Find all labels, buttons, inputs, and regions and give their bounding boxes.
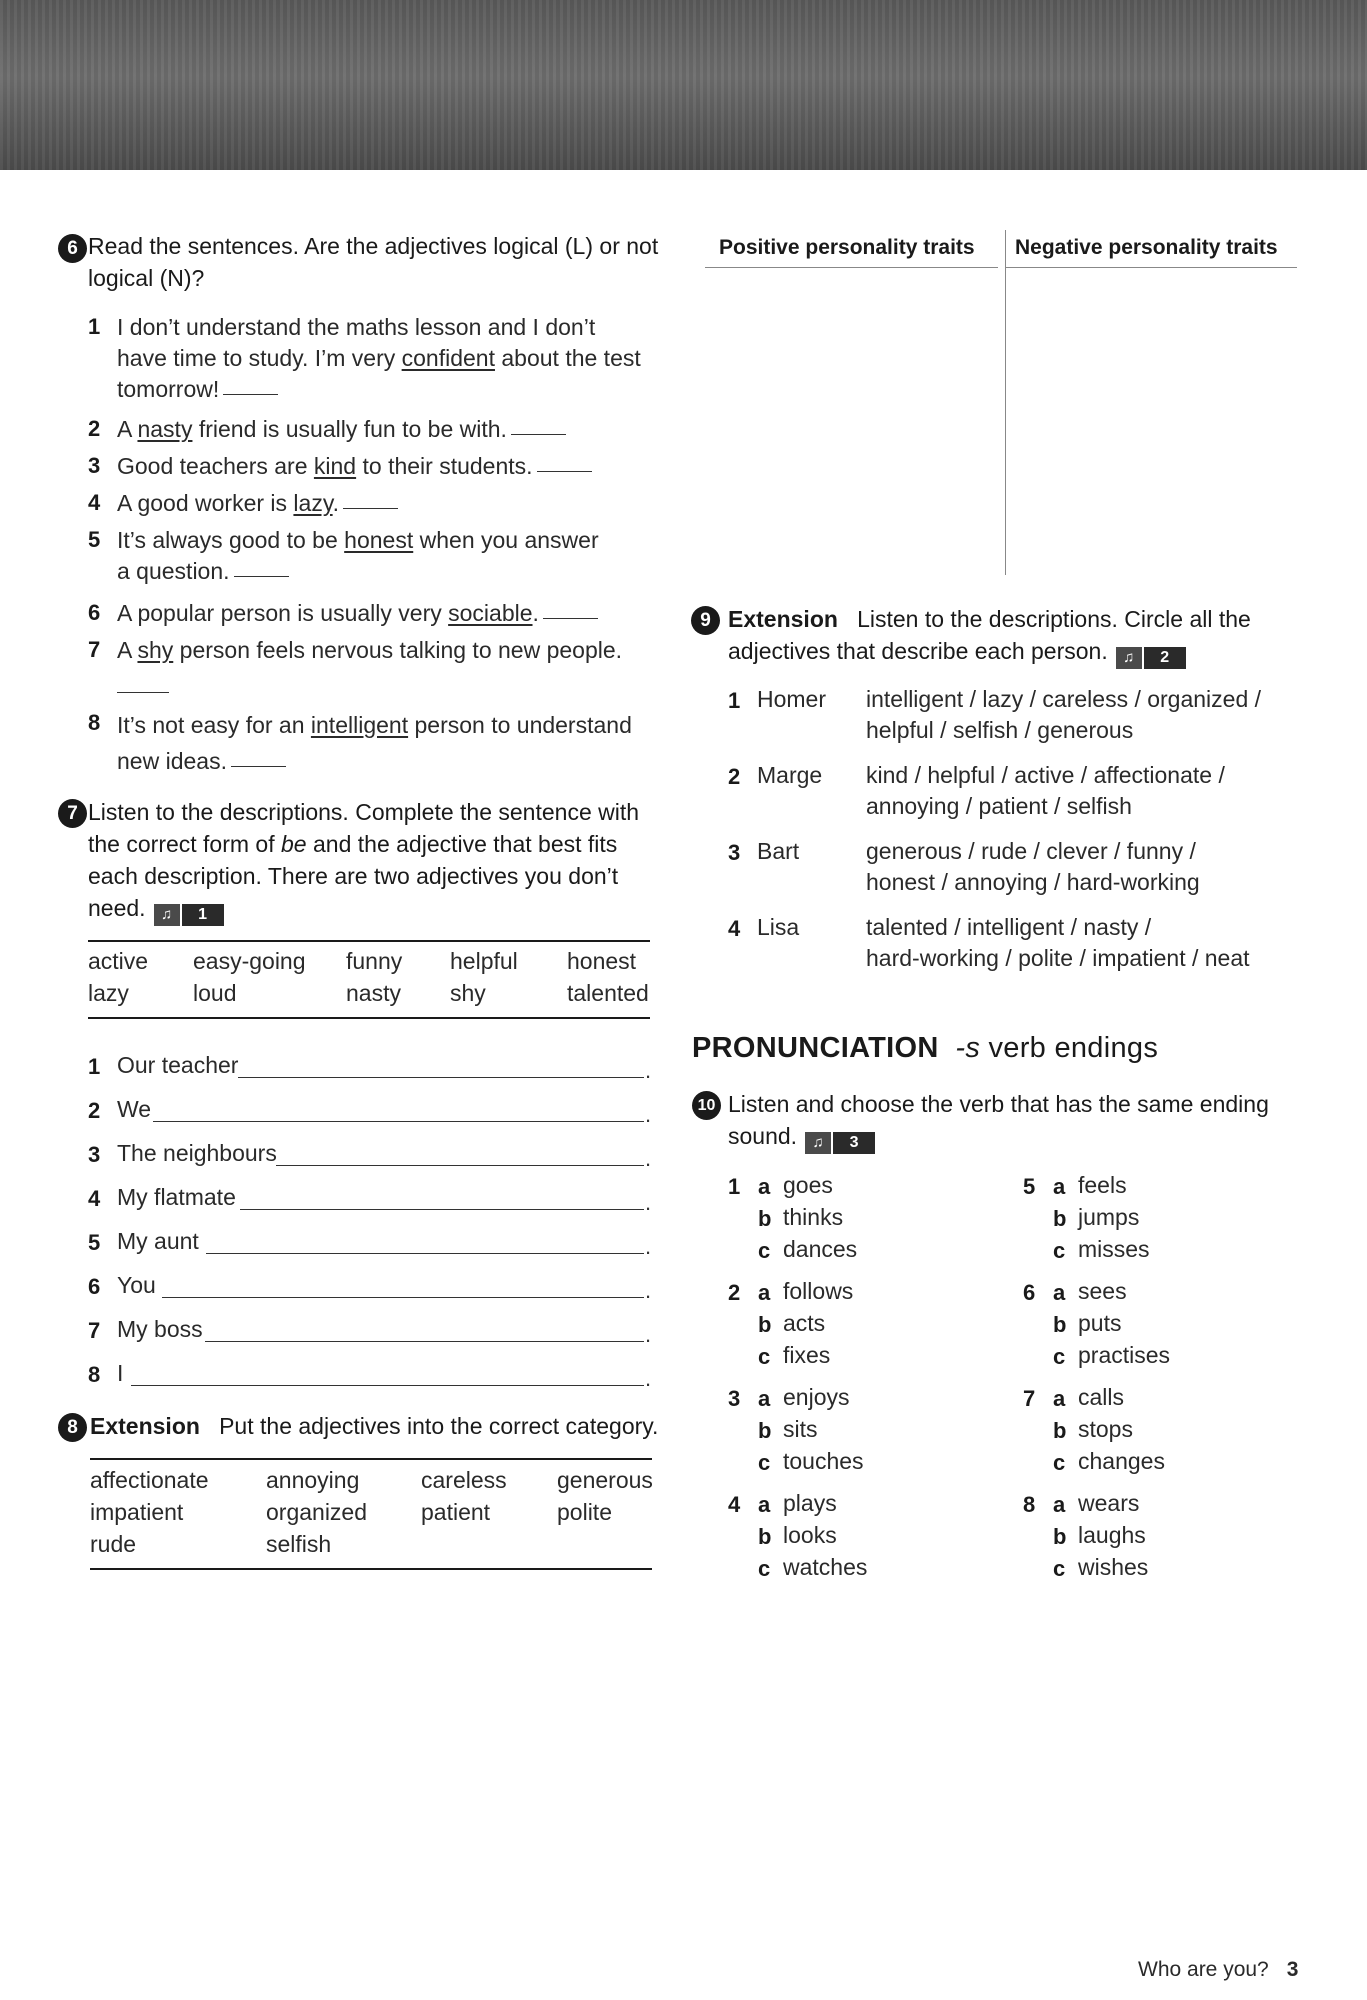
table-header-rule-right — [1005, 267, 1297, 268]
ex9-person-4-name: Lisa — [757, 914, 800, 940]
verb-option[interactable]: touches — [783, 1448, 864, 1474]
option-letter-a: a — [758, 1280, 771, 1305]
option-letter-b: b — [758, 1524, 772, 1549]
word-box-word: shy — [450, 980, 486, 1006]
word-box-word: nasty — [346, 980, 401, 1006]
exercise-6-number: 6 — [58, 234, 87, 263]
word-box-word: generous — [557, 1467, 653, 1493]
ex10-group-3-number: 3 — [728, 1386, 741, 1411]
answer-blank[interactable] — [117, 692, 169, 693]
full-stop: . — [645, 1058, 652, 1083]
option-letter-b: b — [758, 1206, 772, 1231]
ex9-person-2-name: Marge — [757, 762, 823, 788]
verb-option[interactable]: practises — [1078, 1342, 1171, 1368]
option-letter-a: a — [758, 1174, 771, 1199]
page-number: 3 — [1286, 1958, 1299, 1981]
ex6-item-3-number: 3 — [88, 453, 101, 478]
word-box-word: affectionate — [90, 1467, 209, 1493]
word-box-bottom-rule — [88, 1017, 650, 1019]
exercise-7-number: 7 — [58, 799, 87, 828]
word-box-word: careless — [421, 1467, 507, 1493]
option-letter-c: c — [758, 1344, 771, 1369]
verb-option[interactable]: puts — [1078, 1310, 1122, 1336]
answer-blank[interactable] — [223, 394, 278, 395]
word-box-word: active — [88, 948, 149, 974]
ex9-person-1-name: Homer — [757, 686, 827, 712]
ex6-item-3: Good teachers are kind to their students. — [117, 451, 647, 482]
adjective: honest — [344, 527, 414, 553]
ex7-item-3-number: 3 — [88, 1142, 101, 1167]
ex7-item-8-subject: I — [117, 1360, 124, 1386]
verb-option[interactable]: plays — [783, 1490, 837, 1516]
word-box-word: loud — [193, 980, 237, 1006]
pronunciation-heading: PRONUNCIATION -s verb endings — [692, 1032, 1159, 1064]
option-letter-a: a — [1053, 1386, 1066, 1411]
word-box-word: organized — [266, 1499, 368, 1525]
verb-option[interactable]: dances — [783, 1236, 858, 1262]
ex9-person-1-number: 1 — [728, 688, 741, 713]
option-letter-c: c — [1053, 1556, 1066, 1581]
ex6-item-5-number: 5 — [88, 527, 101, 552]
verb-option[interactable]: misses — [1078, 1236, 1150, 1262]
option-letter-a: a — [1053, 1280, 1066, 1305]
header-band — [0, 0, 1367, 170]
extension-label: Extension — [728, 606, 838, 632]
option-letter-a: a — [758, 1492, 771, 1517]
ex7-item-6-subject: You — [117, 1272, 156, 1298]
ex6-item-2-number: 2 — [88, 416, 101, 441]
ex7-item-2-number: 2 — [88, 1098, 101, 1123]
ex7-item-6-number: 6 — [88, 1274, 101, 1299]
exercise-8-instruction: Extension Put the adjectives into the correct category. — [90, 1413, 659, 1439]
table-header-rule-left — [705, 267, 998, 268]
option-letter-c: c — [1053, 1344, 1066, 1369]
option-letter-b: b — [1053, 1524, 1067, 1549]
verb-option[interactable]: enjoys — [783, 1384, 850, 1410]
extension-label: Extension — [90, 1413, 200, 1439]
option-letter-a: a — [1053, 1492, 1066, 1517]
ex7-item-5-number: 5 — [88, 1230, 101, 1255]
adjective: confident — [401, 345, 495, 371]
ex10-group-4-number: 4 — [728, 1492, 741, 1517]
ex6-item-8-number: 8 — [88, 710, 101, 735]
ex7-item-7-number: 7 — [88, 1318, 101, 1343]
ex6-item-1: I don’t understand the maths lesson and I don’t have time to study. I’m very confident about the test tomorrow! — [117, 314, 641, 402]
option-letter-b: b — [758, 1312, 772, 1337]
ex10-group-5-number: 5 — [1023, 1174, 1036, 1199]
word-box-word: honest — [567, 948, 637, 974]
headphones-icon: ♫ — [154, 904, 180, 926]
option-letter-c: c — [1053, 1238, 1066, 1263]
word-box-word: annoying — [266, 1467, 360, 1493]
verb-option[interactable]: jumps — [1078, 1204, 1140, 1230]
word-box-word: easy-going — [193, 948, 306, 974]
adjective-options-line[interactable]: intelligent / lazy / careless / organized / — [866, 686, 1262, 712]
verb-option[interactable]: fixes — [783, 1342, 831, 1368]
ex7-item-1-number: 1 — [88, 1054, 101, 1079]
ex9-person-4-number: 4 — [728, 916, 741, 941]
adjective-options-line[interactable]: annoying / patient / selfish — [866, 793, 1132, 819]
ex9-person-3-name: Bart — [757, 838, 800, 864]
verb-option[interactable]: sits — [783, 1416, 818, 1442]
answer-blank[interactable] — [511, 434, 566, 435]
answer-line[interactable] — [276, 1165, 644, 1166]
word-box-word: selfish — [266, 1531, 332, 1557]
ex6-item-7: A shy person feels nervous talking to new people. — [117, 637, 623, 663]
option-letter-c: c — [758, 1238, 771, 1263]
verb-option[interactable]: sees — [1078, 1278, 1127, 1304]
verb-option[interactable]: goes — [783, 1172, 833, 1198]
option-letter-b: b — [1053, 1312, 1067, 1337]
ex7-item-4-subject: My flatmate — [117, 1184, 236, 1210]
option-letter-b: b — [1053, 1206, 1067, 1231]
full-stop: . — [645, 1190, 652, 1215]
adjective-options-line[interactable]: talented / intelligent / nasty / — [866, 914, 1152, 940]
negative-traits-header: Negative personality traits — [1015, 236, 1278, 259]
adjective-options-line[interactable]: honest / annoying / hard-working — [866, 869, 1200, 895]
ex6-item-2: A nasty friend is usually fun to be with. — [117, 414, 647, 445]
verb-option[interactable]: wears — [1078, 1490, 1140, 1516]
option-letter-b: b — [1053, 1418, 1067, 1443]
exercise-8-number: 8 — [58, 1413, 87, 1442]
audio-track[interactable]: ♫ 3 — [805, 1123, 875, 1155]
answer-line[interactable] — [238, 1077, 644, 1078]
ex7-item-5-subject: My aunt — [117, 1228, 199, 1254]
headphones-icon: ♫ — [1116, 647, 1142, 669]
verb-option[interactable]: changes — [1078, 1448, 1165, 1474]
answer-blank[interactable] — [231, 766, 286, 767]
verb-option[interactable]: thinks — [783, 1204, 844, 1230]
ex7-item-7-subject: My boss — [117, 1316, 203, 1342]
answer-line[interactable] — [205, 1341, 644, 1342]
verb-option[interactable]: stops — [1078, 1416, 1133, 1442]
ex6-item-6: A popular person is usually very sociable. — [117, 598, 647, 629]
verb-option[interactable]: acts — [783, 1310, 826, 1336]
positive-traits-header: Positive personality traits — [719, 236, 975, 259]
answer-blank[interactable] — [343, 508, 398, 509]
verb-option[interactable]: laughs — [1078, 1522, 1146, 1548]
ex6-item-8: It’s not easy for an intelligent person to understand new ideas. — [117, 712, 632, 774]
verb-option[interactable]: wishes — [1078, 1554, 1149, 1580]
exercise-9-instruction: Extension Listen to the descriptions. Circle all the adjectives that describe each person. ♫ 2 — [728, 603, 1288, 670]
adjective: lazy — [293, 490, 333, 516]
adjective: sociable — [448, 600, 533, 626]
word-box-word: rude — [90, 1531, 137, 1557]
answer-blank[interactable] — [543, 618, 598, 619]
ex7-item-4-number: 4 — [88, 1186, 101, 1211]
verb-option[interactable]: feels — [1078, 1172, 1127, 1198]
word-box-word: impatient — [90, 1499, 184, 1525]
exercise-10-instruction: Listen and choose the verb that has the same ending sound. ♫ 3 — [728, 1088, 1288, 1155]
verb-option[interactable]: follows — [783, 1278, 854, 1304]
ex6-item-6-number: 6 — [88, 600, 101, 625]
ex6-item-5: It’s always good to be honest when you answer a question. — [117, 527, 599, 584]
adjective-options-line[interactable]: kind / helpful / active / affectionate / — [866, 762, 1225, 788]
word-box-word: helpful — [450, 948, 518, 974]
full-stop: . — [645, 1102, 652, 1127]
verb-option[interactable]: calls — [1078, 1384, 1125, 1410]
option-letter-a: a — [1053, 1174, 1066, 1199]
word-box-word: polite — [557, 1499, 612, 1525]
adjective-options-line[interactable]: hard-working / polite / impatient / neat — [866, 945, 1250, 971]
full-stop: . — [645, 1146, 652, 1171]
answer-blank[interactable] — [234, 576, 289, 577]
full-stop: . — [645, 1366, 652, 1391]
adjective: nasty — [137, 416, 193, 442]
full-stop: . — [645, 1322, 652, 1347]
word-box-word: patient — [421, 1499, 491, 1525]
option-letter-b: b — [758, 1418, 772, 1443]
option-letter-c: c — [758, 1556, 771, 1581]
option-letter-a: a — [758, 1386, 771, 1411]
answer-line[interactable] — [153, 1121, 644, 1122]
answer-line[interactable] — [131, 1385, 644, 1386]
ex6-item-4: A good worker is lazy. — [117, 488, 647, 519]
word-box-top-rule — [88, 940, 650, 942]
exercise-9-number: 9 — [691, 606, 720, 635]
answer-line[interactable] — [206, 1253, 644, 1254]
ex6-item-7-number: 7 — [88, 637, 101, 662]
word-box-bottom-rule — [90, 1568, 652, 1570]
negative-traits-cell[interactable] — [1009, 275, 1297, 575]
ex10-group-8-number: 8 — [1023, 1492, 1036, 1517]
ex10-group-7-number: 7 — [1023, 1386, 1036, 1411]
unit-title: Who are you? — [1138, 1958, 1269, 1981]
answer-blank[interactable] — [537, 471, 592, 472]
headphones-icon: ♫ — [805, 1132, 831, 1154]
answer-line[interactable] — [240, 1209, 644, 1210]
adjective-options-line[interactable]: helpful / selfish / generous — [866, 717, 1134, 743]
ex10-group-2-number: 2 — [728, 1280, 741, 1305]
adjective: kind — [313, 453, 357, 479]
ex7-item-1-subject: Our teacher — [117, 1052, 239, 1078]
verb-option[interactable]: looks — [783, 1522, 837, 1548]
option-letter-c: c — [1053, 1450, 1066, 1475]
exercise-10-number: 10 — [692, 1091, 721, 1120]
positive-traits-cell[interactable] — [705, 275, 1001, 575]
ex10-group-1-number: 1 — [728, 1174, 741, 1199]
audio-track[interactable]: ♫ 1 — [154, 895, 224, 927]
ex7-item-3-subject: The neighbours — [117, 1140, 277, 1166]
ex6-item-1-number: 1 — [88, 314, 101, 339]
exercise-7-instruction: Listen to the descriptions. Complete the sentence with the correct form of be and the adjective that best fits each description. There are two adjectives you don’t need. ♫ 1 — [88, 796, 668, 927]
ex7-item-8-number: 8 — [88, 1362, 101, 1387]
verb-option[interactable]: watches — [783, 1554, 868, 1580]
adjective: shy — [137, 637, 174, 663]
full-stop: . — [645, 1234, 652, 1259]
audio-track[interactable]: ♫ 2 — [1116, 638, 1186, 670]
word-box-top-rule — [90, 1458, 652, 1460]
answer-line[interactable] — [162, 1297, 644, 1298]
ex6-item-4-number: 4 — [88, 490, 101, 515]
full-stop: . — [645, 1278, 652, 1303]
ex9-person-3-number: 3 — [728, 840, 741, 865]
adjective: intelligent — [310, 712, 409, 738]
ex10-group-6-number: 6 — [1023, 1280, 1036, 1305]
ex9-person-2-number: 2 — [728, 764, 741, 789]
exercise-6-instruction: Read the sentences. Are the adjectives logical (L) or not logical (N)? — [88, 233, 659, 291]
ex7-item-2-subject: We — [117, 1096, 152, 1122]
page-footer — [1138, 1958, 1298, 1982]
word-box-word: lazy — [88, 980, 129, 1006]
option-letter-c: c — [758, 1450, 771, 1475]
table-divider — [1005, 230, 1006, 575]
word-box-word: talented — [567, 980, 649, 1006]
word-box-word: funny — [346, 948, 403, 974]
adjective-options-line[interactable]: generous / rude / clever / funny / — [866, 838, 1196, 864]
